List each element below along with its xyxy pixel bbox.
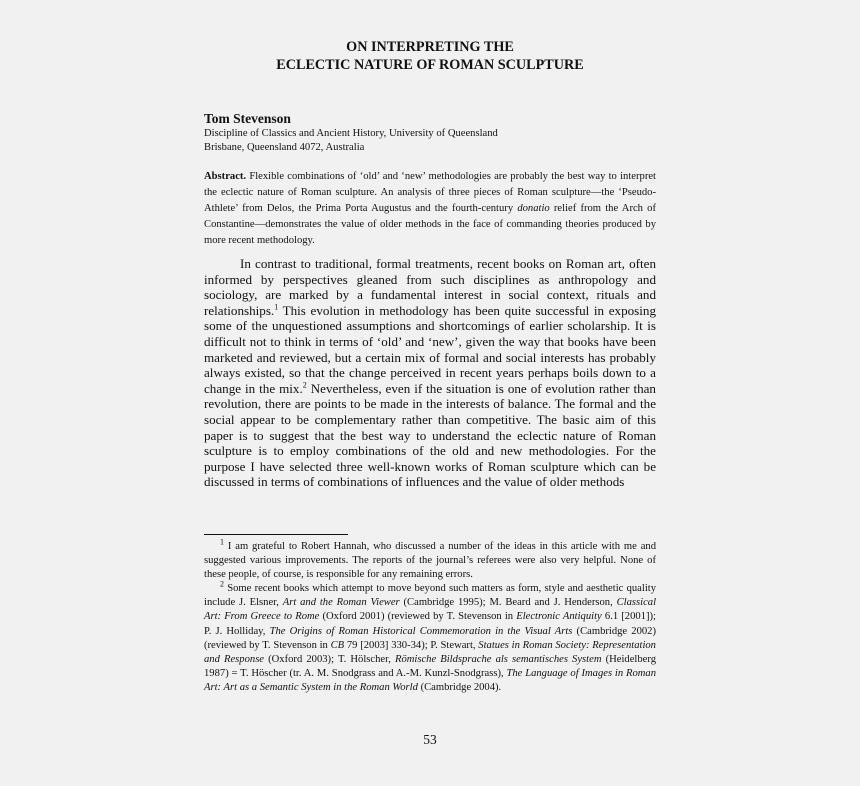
footnote-2-text: (Heidelberg 1987) = T. Höscher (tr. A. M. Snodgrass and A.-M. Kunzl-Snodgrass),: [204, 653, 656, 679]
citation-title: CB: [330, 639, 345, 651]
citation-title: Statues in Roman Society: Representation and Response: [204, 639, 656, 665]
citation-title: The Origins of Roman Historical Commemoration in the Visual Arts: [269, 625, 573, 637]
footnote-2-text: (Cambridge 1995); M. Beard and J. Henderson,: [399, 597, 617, 609]
footnote-2-text: 6.1 [2001]); P. J. Holliday,: [204, 611, 656, 637]
footnote-2-text: (Oxford 2001) (reviewed by T. Stevenson in: [319, 611, 517, 623]
footnote-2: [204, 579, 657, 695]
page-number: 53: [423, 732, 437, 747]
body-paragraph: [204, 256, 656, 490]
author-name: Tom Stevenson: [204, 111, 291, 126]
title-line-1: ON INTERPRETING THE: [346, 39, 514, 55]
body-text-3: Nevertheless, even if the situation is one of evolution rather than revolution, there are points to be made in the interests of balance. The formal and the social appear to be complementary rather than competitive. The basic aim of this paper is to suggest that the best way to understand the eclectic nature of Roman sculpture is to employ combinations of the old and new methodologies. For the purpose I have selected three well-known works of Roman sculpture which can be discussed in terms of combinations of influences and the value of older methods: [204, 380, 656, 490]
body-text-2: This evolution in methodology has been quite successful in exposing some of the unquestioned assumptions and shortcomings of earlier scholarship. It is difficult not to think in terms of ‘old’ and ‘new’, given the way that books have been marketed and reviewed, but a certain mix of formal and social interests has probably always existed, so that the change perceived in recent years perhaps boils down to a change in the mix.: [204, 302, 656, 396]
body-text-1: In contrast to traditional, formal treatments, recent books on Roman art, often informed by perspectives gleaned from such disciplines as anthropology and sociology, are marked by a fundamental interest in social context, rituals and relationships.: [204, 256, 656, 318]
article-title: [204, 38, 656, 74]
footnote-2-text: 79 [2003] 330-34); P. Stewart,: [344, 639, 479, 651]
footnote-1-text: I am grateful to Robert Hannah, who discussed a number of the ideas in this article with me and suggested various improvements. The reports of the journal’s referees were also very helpful. None of these people, of course, is responsible for any remaining errors.: [204, 541, 656, 581]
footnote-2-text: (Cambridge 2002) (reviewed by T. Stevenson in: [204, 625, 656, 651]
abstract: [204, 169, 656, 249]
footnote-ref-1[interactable]: 1: [274, 302, 279, 312]
footnote-2-text: Some recent books which attempt to move beyond such matters as form, style and aesthetic quality include J. Elsner,: [204, 583, 656, 609]
abstract-label: Abstract.: [204, 171, 247, 182]
abstract-text-2: relief from the Arch of Constantine—demonstrates the value of older methods in the face of commanding theories produced by more recent methodology.: [204, 203, 656, 246]
footnote-1: [204, 537, 656, 582]
footnote-ref-2[interactable]: 2: [302, 380, 307, 390]
footnotes: [204, 537, 657, 695]
citation-title: Art and the Roman Viewer: [282, 597, 400, 609]
affiliation-line-1: Discipline of Classics and Ancient History, University of Queensland: [204, 128, 498, 139]
citation-title: Electronic Antiquity: [516, 611, 602, 623]
footnote-2-text: (Oxford 2003); T. Hölscher,: [264, 653, 395, 665]
footnote-2-number: 2: [220, 579, 224, 589]
citation-title: Classical Art: From Greece to Rome: [204, 597, 657, 623]
author-affiliation: [204, 127, 498, 155]
citation-title: Römische Bildsprache als semantisches System: [394, 653, 602, 665]
abstract-italic: donatio: [517, 203, 550, 214]
title-line-2: ECLECTIC NATURE OF ROMAN SCULPTURE: [276, 57, 584, 73]
affiliation-line-2: Brisbane, Queensland 4072, Australia: [204, 142, 365, 153]
footnote-2-text: (Cambridge 2004).: [417, 681, 502, 693]
footnote-1-number: 1: [220, 537, 224, 547]
citation-title: The Language of Images in Roman Art: Art as a Semantic System in the Roman World: [204, 667, 656, 693]
abstract-text-1: Flexible combinations of ‘old’ and ‘new’ methodologies are probably the best way to interpret the eclectic nature of Roman sculpture. An analysis of three pieces of Roman sculpture—the ‘Pseudo-Athlete’ from Delos, the Prima Porta Augustus and the fourth-century: [204, 171, 656, 214]
footnote-divider: [204, 534, 348, 535]
